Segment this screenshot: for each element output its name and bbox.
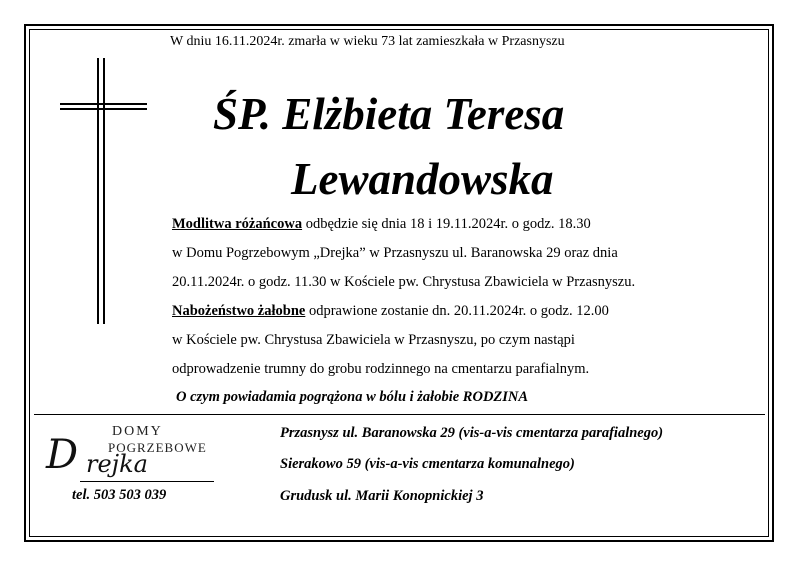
- body-line-6: odprowadzenie trumny do grobu rodzinnego na cmentarzu parafialnym.: [172, 361, 590, 377]
- body-line-1: [172, 210, 747, 239]
- body-line-2: w Domu Pogrzebowym „Drejka” w Przasnyszu ul. Baranowska 29 oraz dnia: [172, 245, 618, 261]
- cross-vertical-bar-left: [97, 58, 99, 324]
- funeral-home-logo: [42, 424, 222, 486]
- logo-pogrzebowe: POGRZEBOWE: [108, 440, 207, 455]
- closing-text: O czym powiadamia pogrążona w bólu i żałobie RODZINA: [176, 389, 529, 405]
- logo-rejka: rejka: [86, 450, 148, 478]
- funeral-mass-heading: Nabożeństwo żałobne: [172, 303, 306, 319]
- funeral-mass-text: odprawione zostanie dn. 20.11.2024r. o godz. 12.00: [305, 303, 609, 319]
- phone-number: tel. 503 503 039: [72, 487, 167, 503]
- logo-d-letter: D: [46, 432, 79, 478]
- address-sierakowo: Sierakowo 59 (vis-a-vis cmentarza komunalnego): [280, 456, 575, 472]
- footer-divider: [34, 414, 765, 415]
- logo-underline: [80, 481, 214, 482]
- address-grudusk: Grudusk ul. Marii Konopnickiej 3: [280, 488, 484, 504]
- rosary-text: odbędzie się dnia 18 i 19.11.2024r. o godz. 18.30: [302, 216, 591, 232]
- rosary-heading: Modlitwa różańcowa: [172, 216, 303, 232]
- ceremony-details: [172, 210, 747, 384]
- deceased-name-line2: Lewandowska: [291, 154, 554, 204]
- body-line-5: w Kościele pw. Chrystusa Zbawiciela w Przasnyszu, po czym nastąpi: [172, 332, 575, 348]
- cross-horizontal-bar-top: [60, 103, 147, 105]
- cross-horizontal-bar-bottom: [60, 108, 147, 110]
- intro-text: W dniu 16.11.2024r. zmarła w wieku 73 lat zamieszkała w Przasnyszu: [170, 34, 565, 49]
- body-line-3: 20.11.2024r. o godz. 11.30 w Kościele pw. Chrystusa Zbawiciela w Przasnyszu.: [172, 274, 636, 290]
- address-przasnysz: Przasnysz ul. Baranowska 29 (vis-a-vis cmentarza parafialnego): [280, 425, 664, 441]
- logo-domy: DOMY: [112, 424, 163, 439]
- cross-vertical-bar-right: [103, 58, 105, 324]
- body-line-4: [172, 297, 747, 326]
- deceased-name-line1: ŚP. Elżbieta Teresa: [213, 89, 565, 139]
